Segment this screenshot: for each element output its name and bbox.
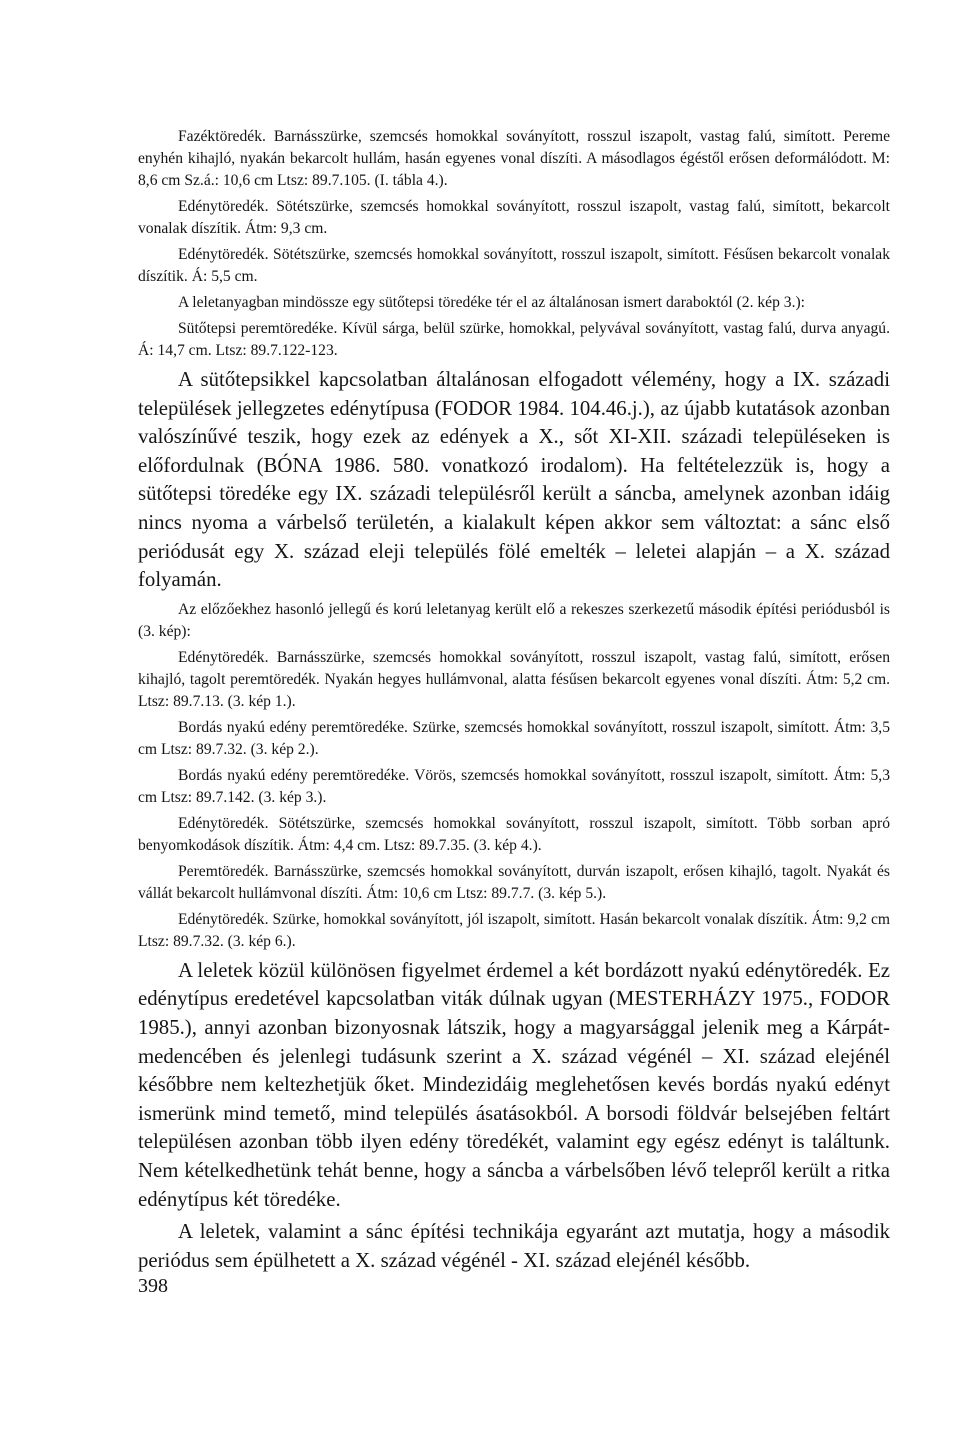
page-number: 398: [138, 1275, 168, 1297]
paragraph-sutotepsi-discussion: A sütőtepsikkel kapcsolatban általánosan elfogadott vélemény, hogy a IX. századi települések jellegzetes edénytípusa (FODOR 1984. 104.46.j.), az újabb kutatások azonban valószínűvé teszik, hogy ezek az edények a X., sőt XI-XII. századi településeken is előfordulnak (BÓNA 1986. 580. vonatkozó irodalom). Ha feltételezzük is, hogy a sütőtepsi töredéke egy IX. századi településről került a sáncba, amelynek azonban idáig nincs nyoma a várbelső területén, a kialakult képen akkor sem változtat: a sánc első periódusát egy X. század eleji település fölé emelték – leletei alapján – a X. század folyamán.: [138, 368, 890, 592]
paragraph-conclusion: A leletek, valamint a sánc építési technikája egyaránt azt mutatja, hogy a második periódus sem épülhetett a X. század végénél - XI. század elejénél később.: [138, 1220, 890, 1272]
paragraph-bordas-discussion: A leletek közül különösen figyelmet érdemel a két bordázott nyakú edénytöredék. Ez edénytípus eredetével kapcsolatban viták dúlnak ugyan (MESTERHÁZY 1975., FODOR 1985.), annyi azonban bizonyosnak látszik, hogy a magyarsággal jelenik meg a Kárpát-medencében és jelenlegi tudásunk szerint a X. század végénél – XI. század elejénél későbbre nem keltezhetjük őket. Mindezidáig meglehetősen kevés bordás nyakú edényt ismerünk mind temető, mind település ásatásokból. A borsodi földvár belsejében feltárt településen azonban több ilyen edény töredékét, valamint egy egész edényt is találtunk. Nem kételkedhetünk tehát benne, hogy a sáncba a várbelsőben lévő telepről került a ritka edénytípus két töredéke.: [138, 958, 890, 1211]
paragraph-find-6: Edénytöredék. Szürke, homokkal soványított, jól iszapolt, simított. Hasán bekarcolt vonalak díszítik. Átm: 9,2 cm Ltsz: 89.7.32. (3. kép 6.).: [138, 910, 890, 950]
paragraph-sutotepsi: Sütőtepsi peremtöredéke. Kívül sárga, belül szürke, homokkal, pelyvával soványított, vastag falú, durva anyagú. Á: 14,7 cm. Ltsz: 89.7.122-123.: [138, 320, 890, 359]
paragraph-fazektoredek: Fazéktöredék. Barnásszürke, szemcsés homokkal soványított, rosszul iszapolt, vastag falú, simított. Pereme enyhén kihajló, nyakán bekarcolt hullám, hasán egyenes vonal díszíti. A másodlagos égéstől erősen deformálódott. M: 8,6 cm Sz.á.: 10,6 cm Ltsz: 89.7.105. (I. tábla 4.).: [138, 128, 890, 189]
paragraph-edenytoredek-2: Edénytöredék. Sötétszürke, szemcsés homokkal soványított, rosszul iszapolt, simított. Fésűsen bekarcolt vonalak díszítik. Á: 5,5 cm.: [138, 246, 890, 285]
paragraph-find-2: Bordás nyakú edény peremtöredéke. Szürke, szemcsés homokkal soványított, rosszul iszapolt, simított. Átm: 3,5 cm Ltsz: 89.7.32. (3. kép 2.).: [138, 718, 890, 758]
paragraph-find-1: Edénytöredék. Barnásszürke, szemcsés homokkal soványított, rosszul iszapolt, vastag falú, simított, erősen kihajló, tagolt peremtöredék. Nyakán hegyes hullámvonal, alatta fésűsen bekarcolt egyenes vonal díszíti. Átm: 5,2 cm. Ltsz: 89.7.13. (3. kép 1.).: [138, 648, 890, 710]
paragraph-leletanyag-intro: A leletanyagban mindössze egy sütőtepsi töredéke tér el az általánosan ismert daraboktól (2. kép 3.):: [178, 294, 806, 311]
text-column: [138, 126, 890, 1279]
paragraph-find-5: Peremtöredék. Barnásszürke, szemcsés homokkal soványított, durván iszapolt, erősen kihajló, tagolt. Nyakát és vállát bekarcolt hullámvonal díszíti. Átm: 10,6 cm Ltsz: 89.7.7. (3. kép 5.).: [138, 862, 890, 902]
paragraph-find-4: Edénytöredék. Sötétszürke, szemcsés homokkal soványított, rosszul iszapolt, simított. Több sorban apró benyomkodások díszítik. Átm: 4,4 cm. Ltsz: 89.7.35. (3. kép 4.).: [138, 814, 890, 854]
paragraph-second-period-intro: Az előzőekhez hasonló jellegű és korú leletanyag került elő a rekeszes szerkezetű második építési periódusból is (3. kép):: [138, 600, 890, 640]
paragraph-find-3: Bordás nyakú edény peremtöredéke. Vörös, szemcsés homokkal soványított, rosszul iszapolt, simított. Átm: 5,3 cm Ltsz: 89.7.142. (3. kép 3.).: [138, 766, 890, 806]
paragraph-edenytoredek-1: Edénytöredék. Sötétszürke, szemcsés homokkal soványított, rosszul iszapolt, vastag falú, simított, bekarcolt vonalak díszítik. Átm: 9,3 cm.: [138, 198, 890, 237]
